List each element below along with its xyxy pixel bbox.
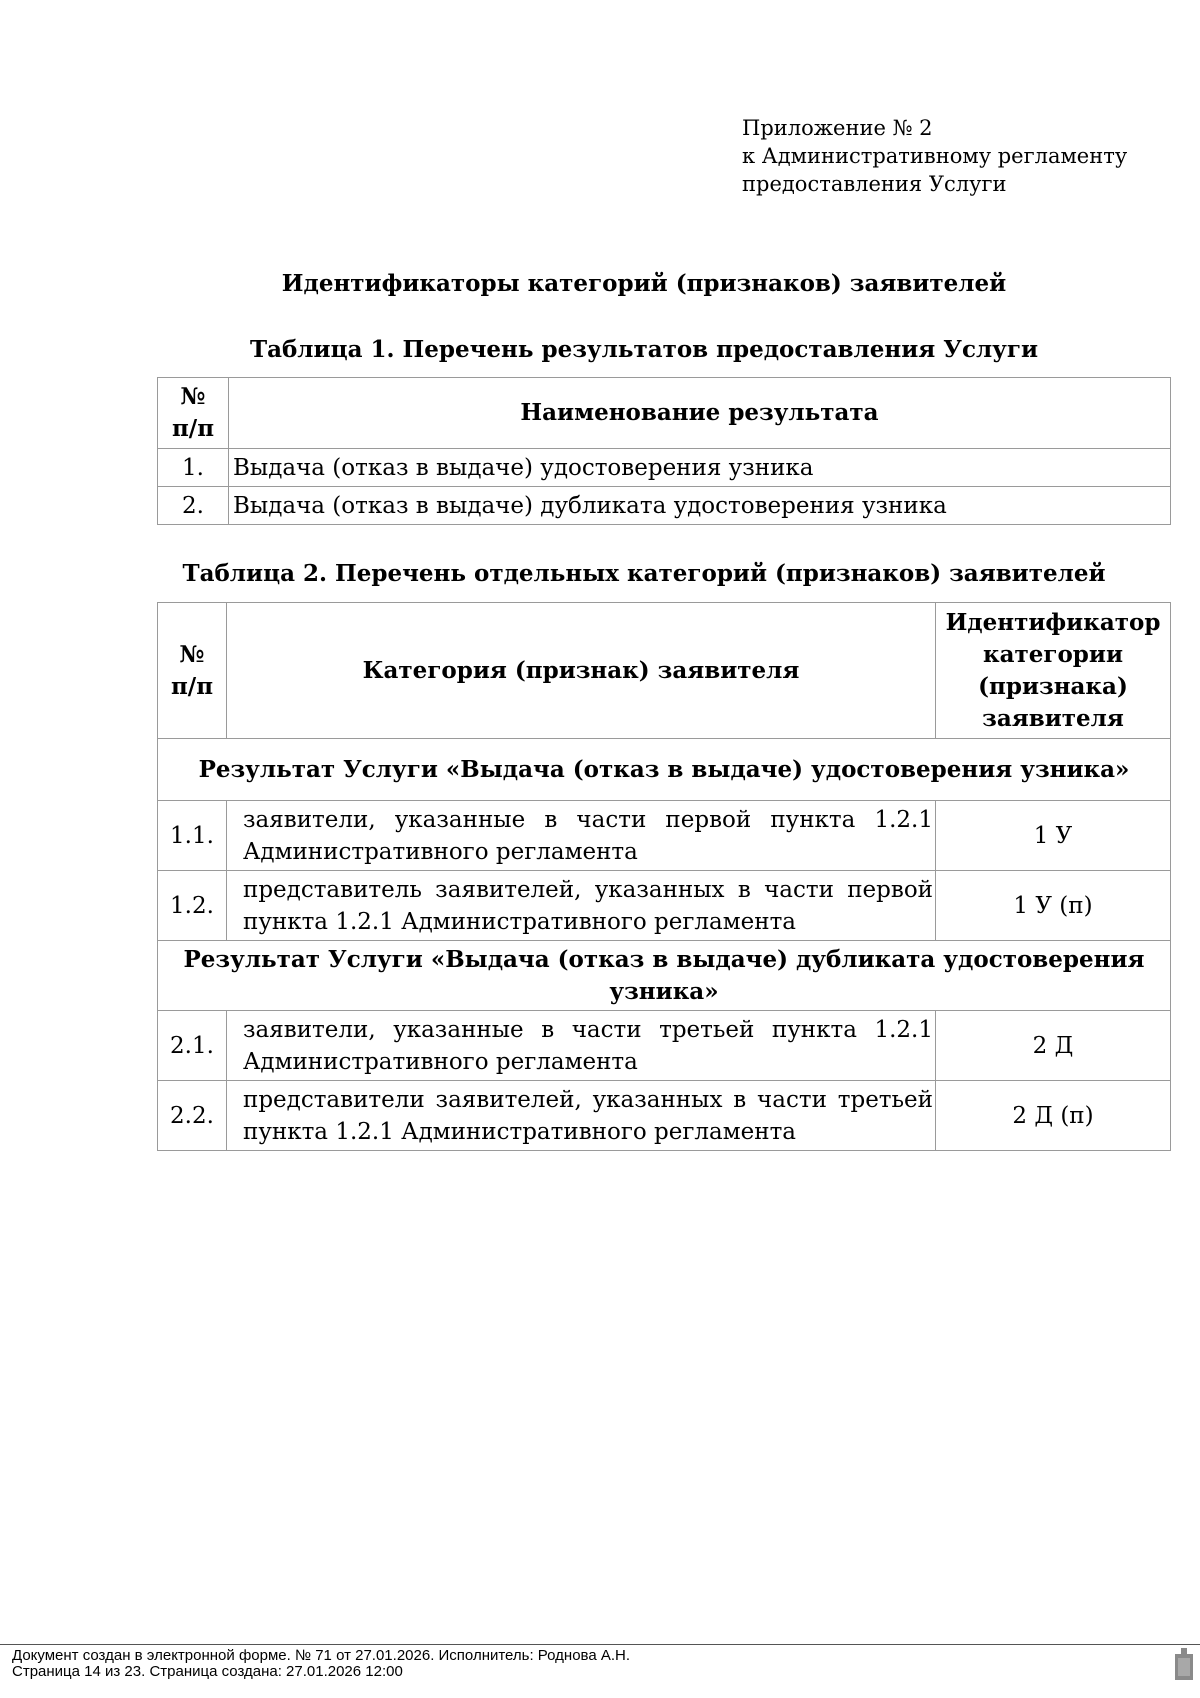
row-result-name: Выдача (отказ в выдаче) дубликата удостоверения узника	[229, 487, 1171, 525]
header-number-abbr: п/п	[170, 672, 214, 700]
row-identifier: 1 У	[936, 801, 1171, 871]
header-category: Категория (признак) заявителя	[227, 603, 936, 739]
group-title: Результат Услуги «Выдача (отказ в выдаче) удостоверения узника»	[158, 739, 1171, 801]
group-header-row	[158, 941, 1171, 1011]
header-result-name: Наименование результата	[229, 378, 1171, 449]
appendix-note	[742, 114, 1127, 198]
header-number-abbr: п/п	[171, 415, 215, 442]
table-row	[158, 801, 1171, 871]
row-category: представитель заявителей, указанных в части первой пункта 1.2.1 Административного регламента	[227, 871, 936, 941]
appendix-line: предоставления Услуги	[742, 172, 1007, 196]
table2-title: Таблица 2. Перечень отдельных категорий (признаков) заявителей	[182, 560, 1106, 587]
row-number: 2.1.	[158, 1011, 227, 1081]
footer-divider	[0, 1644, 1200, 1645]
row-number: 1.	[158, 449, 229, 487]
results-table	[157, 377, 1171, 525]
row-number: 1.2.	[158, 871, 227, 941]
row-category: заявители, указанные в части первой пункта 1.2.1 Административного регламента	[227, 801, 936, 871]
table-header-row	[158, 378, 1171, 449]
group-title: Результат Услуги «Выдача (отказ в выдаче) дубликата удостоверения узника»	[158, 941, 1171, 1011]
header-number	[158, 378, 229, 449]
appendix-line: к Административному регламенту	[742, 144, 1128, 168]
categories-table	[157, 602, 1171, 1151]
header-identifier	[936, 603, 1171, 739]
footer-line: Страница 14 из 23. Страница создана: 27.01.2026 12:00	[12, 1663, 403, 1680]
header-identifier-line: заявителя	[982, 704, 1124, 732]
header-identifier-line: (признака)	[978, 672, 1128, 700]
header-identifier-line: категории	[982, 640, 1124, 668]
row-number: 1.1.	[158, 801, 227, 871]
footer	[12, 1648, 630, 1680]
row-number: 2.	[158, 487, 229, 525]
table-header-row	[158, 603, 1171, 739]
row-result-name: Выдача (отказ в выдаче) удостоверения узника	[229, 449, 1171, 487]
row-number: 2.2.	[158, 1081, 227, 1151]
header-number	[158, 603, 227, 739]
table1-title: Таблица 1. Перечень результатов предоставления Услуги	[249, 336, 1039, 363]
header-number-sign: №	[180, 383, 206, 410]
table-row	[158, 449, 1171, 487]
emblem-icon	[1174, 1646, 1194, 1682]
group-header-row	[158, 739, 1171, 801]
table-row	[158, 487, 1171, 525]
appendix-line: Приложение № 2	[742, 116, 933, 140]
document-title: Идентификаторы категорий (признаков) заявителей	[281, 270, 1007, 297]
footer-line: Документ создан в электронной форме. № 71 от 27.01.2026. Исполнитель: Роднова А.Н.	[12, 1647, 631, 1664]
row-category: заявители, указанные в части третьей пункта 1.2.1 Административного регламента	[227, 1011, 936, 1081]
row-identifier: 2 Д (п)	[936, 1081, 1171, 1151]
row-identifier: 2 Д	[936, 1011, 1171, 1081]
table-row	[158, 871, 1171, 941]
row-identifier: 1 У (п)	[936, 871, 1171, 941]
table-row	[158, 1011, 1171, 1081]
row-category: представители заявителей, указанных в части третьей пункта 1.2.1 Административного регламента	[227, 1081, 936, 1151]
table-row	[158, 1081, 1171, 1151]
header-number-sign: №	[179, 640, 205, 668]
header-identifier-line: Идентификатор	[945, 608, 1161, 636]
